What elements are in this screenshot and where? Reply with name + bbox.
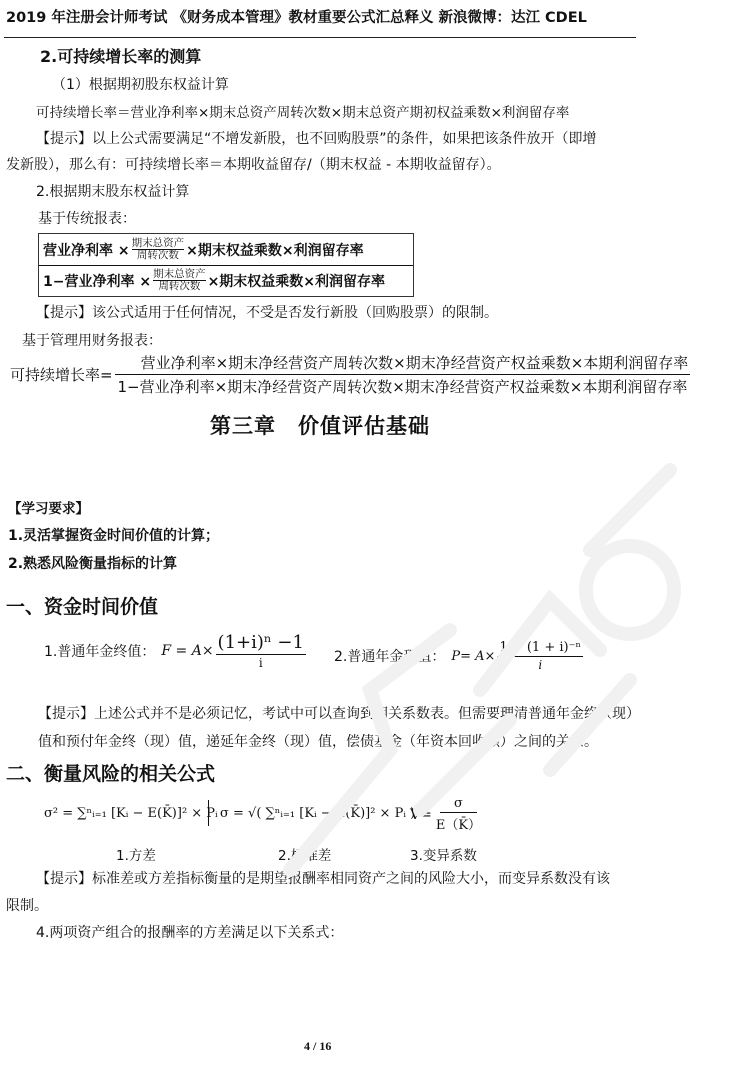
tip-line: 发新股），那么有：可持续增长率＝本期收益留存/（期末权益 - 本期收益留存）。 <box>6 157 501 173</box>
asset-turnover-fraction <box>153 269 206 292</box>
fraction-numerator: σ <box>440 796 477 813</box>
sub-heading-opening-equity: （1）根据期初股东权益计算 <box>52 77 229 93</box>
formula-term: 1−营业净利率 × <box>43 273 152 290</box>
tip-line: 【提示】以上公式需要满足“不增发新股，也不回购股票”的条件，如果把该条件放开（即增 <box>36 131 597 147</box>
asset-turnover-fraction <box>132 238 185 261</box>
tip-line: 限制。 <box>6 898 48 914</box>
caption-standard-deviation: 2.标准差 <box>278 848 332 864</box>
formula-term: ×期末权益乘数×利润留存率 <box>186 242 364 259</box>
formula-numerator-row <box>43 238 364 261</box>
requirement-item: 2.熟悉风险衡量指标的计算 <box>8 556 178 572</box>
requirement-item: 1.灵活掌握资金时间价值的计算； <box>8 528 220 544</box>
formula-separator <box>208 800 210 826</box>
sub-heading-ending-equity: 2.根据期末股东权益计算 <box>36 184 190 200</box>
formula-opening-equity: 可持续增长率＝营业净利率×期末总资产周转次数×期末总资产期初权益乘数×利润留存率 <box>36 105 570 121</box>
variance-formula: σ² = ∑ⁿᵢ₌₁ [Kᵢ − E(K̄)]² × Pᵢ <box>44 806 218 821</box>
fraction-numerator: 1 − (1 + i)⁻ⁿ <box>499 640 582 655</box>
formula-denominator-row <box>43 269 385 292</box>
formula-label: 1.普通年金终值： <box>44 644 156 660</box>
formula-term: 营业净利率 × <box>43 242 130 259</box>
formula-lhs: 可持续增长率= <box>10 366 113 384</box>
document-header-title: 2019 年注册会计师考试 《财务成本管理》教材重要公式汇总释义 新浪微博：达江 CDEL <box>6 10 587 26</box>
section-heading-risk-formulas: 二、衡量风险的相关公式 <box>6 763 216 785</box>
header-divider <box>4 37 636 38</box>
tip-line: 【提示】该公式适用于任何情况，不受是否发行新股（回购股票）的限制。 <box>36 305 498 321</box>
section-heading-sustainable-growth: 2.可持续增长率的测算 <box>40 47 202 66</box>
caption-variation-coefficient: 3.变异系数 <box>410 848 477 864</box>
formula-label: 2.普通年金现值： <box>334 649 446 665</box>
chapter-title: 第三章 价值评估基础 <box>210 414 430 438</box>
fraction-top: 期末总资产 <box>131 237 185 249</box>
traditional-formula-box <box>38 233 414 297</box>
study-requirements-heading: 【学习要求】 <box>8 501 89 517</box>
formula-divider <box>39 265 413 266</box>
caption-variance: 1.方差 <box>116 848 156 864</box>
fraction-numerator: (1+i)ⁿ −1 <box>217 632 304 653</box>
management-statement-label: 基于管理用财务报表： <box>22 333 162 349</box>
fraction-top: 期末总资产 <box>153 268 206 280</box>
traditional-statement-label: 基于传统报表： <box>38 211 136 227</box>
fraction-bottom: 周转次数 <box>136 249 179 261</box>
formula-lhs: F = A× <box>161 643 214 659</box>
tip-line: 【提示】上述公式并不是必须记忆，考试中可以查询到相关系数表。但需要理清普通年金终（现） <box>38 706 640 722</box>
formula-lhs: P= A× <box>451 648 496 664</box>
formula-term: ×期末权益乘数×利润留存率 <box>207 273 386 290</box>
section-heading-time-value: 一、资金时间价值 <box>6 596 159 618</box>
page-number: 4 / 16 <box>304 1039 332 1053</box>
standard-deviation-formula: σ = √( ∑ⁿᵢ₌₁ [Kᵢ − E(K̄)]² × Pᵢ ) <box>220 806 416 821</box>
fraction-denominator: 1−营业净利率×期末净经营资产周转次数×期末净经营资产权益乘数×本期利润留存率 <box>117 378 688 396</box>
fraction-denominator: i <box>258 656 263 670</box>
fraction-bottom: 周转次数 <box>158 280 201 292</box>
fraction-denominator: i <box>538 658 543 672</box>
fraction-denominator: E（K̄） <box>435 818 482 833</box>
fraction-numerator: 营业净利率×期末净经营资产周转次数×期末净经营资产权益乘数×本期利润留存率 <box>115 352 691 375</box>
portfolio-variance-item: 4.两项资产组合的报酬率的方差满足以下关系式： <box>36 925 344 941</box>
formula-lhs: V= <box>410 806 432 823</box>
tip-line: 值和预付年金终（现）值，递延年金终（现）值，偿债基金（年资本回收额）之间的关系。 <box>38 734 598 750</box>
tip-line: 【提示】标准差或方差指标衡量的是期望报酬率相同资产之间的风险大小，而变异系数没有该 <box>36 871 610 887</box>
watermark-logo <box>250 390 730 950</box>
